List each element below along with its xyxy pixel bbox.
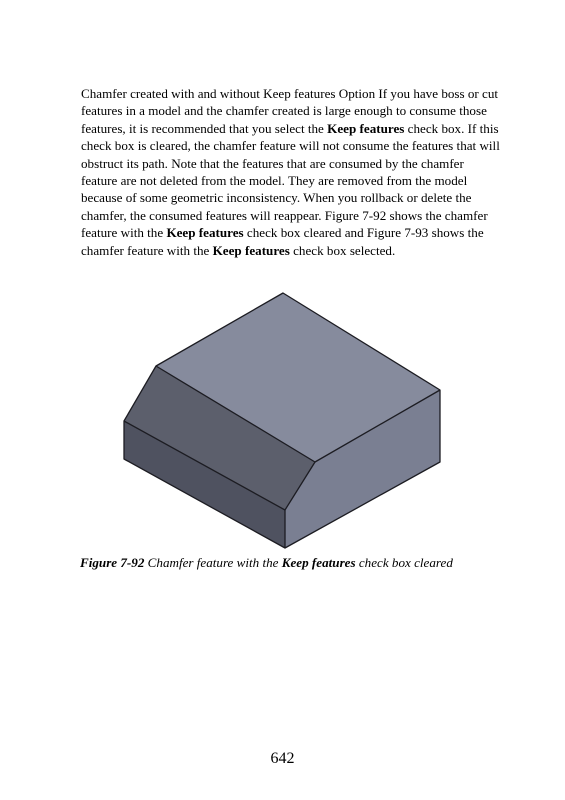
keep-features-term-3: Keep features [212,242,290,258]
figure-caption [80,554,520,571]
caption-text-1: Chamfer feature with the [144,555,282,570]
paragraph-text-1: Chamfer created with and without Keep features Option If you have boss or cut features in a model and the chamfer created is large enough to consume those features, it is recommended that you select the [81,86,499,136]
page-number: 642 [270,750,295,767]
figure-label: Figure 7-92 [80,555,145,570]
caption-text-2: check box cleared [355,555,453,570]
caption-keep-features: Keep features [281,555,356,570]
body-paragraph [81,85,501,259]
chamfer-block-figure [118,290,444,552]
paragraph-text-3: check box cleared and Figure 7-93 shows the chamfer feature with the [81,225,484,258]
keep-features-term-2: Keep features [166,225,244,241]
keep-features-term-1: Keep features [327,120,405,136]
paragraph-text-2: check box. If this check box is cleared, the chamfer feature will not consume the features that will obstruct its path. Note that the features that are consumed by the chamfer feature are not deleted from the model. They are removed from the model because of some geometric inconsistency. When you rollback or delete the chamfer, the consumed features will reappear. Figure 7-92 shows the chamfer feature with the [81,120,500,241]
paragraph-text-4: check box selected. [289,242,396,258]
